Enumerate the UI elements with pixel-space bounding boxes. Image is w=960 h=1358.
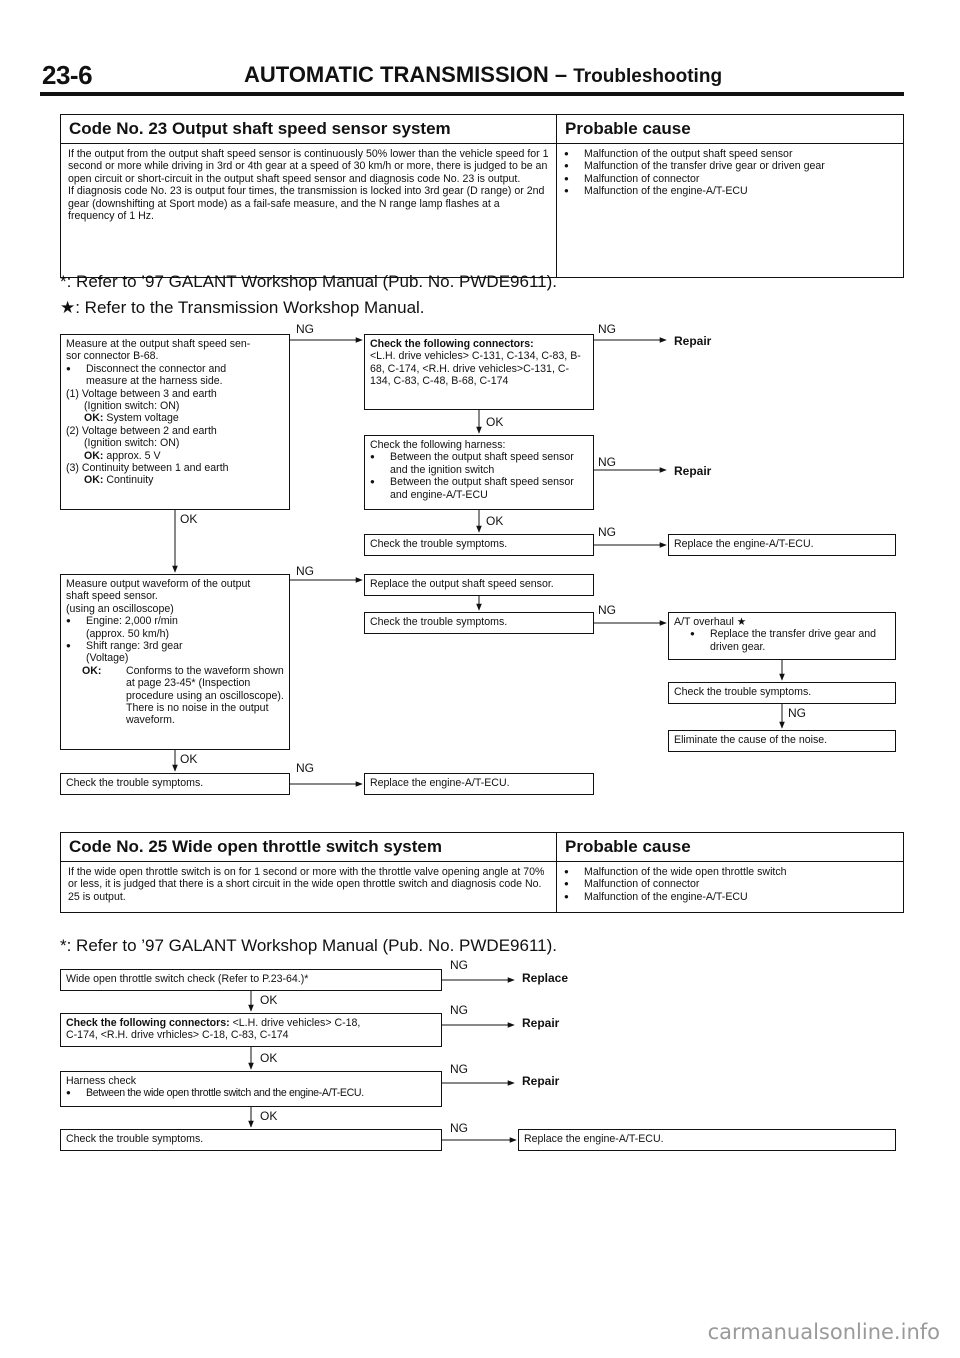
measure-text: (3) Continuity between 1 and earth (66, 462, 229, 475)
measure-waveform-box (60, 574, 290, 750)
measure-text: Measure at the output shaft speed sen- (66, 338, 251, 350)
measure-connector-box (60, 334, 290, 510)
trouble-text: Check the trouble symptoms. (370, 538, 508, 550)
check-trouble-box (60, 773, 290, 795)
measure-text: (Ignition switch: ON) (84, 400, 180, 413)
waveform-text: (using an oscilloscope) (66, 602, 174, 615)
replace-ecu-text: Replace the engine-A/T-ECU. (674, 538, 814, 550)
manual-reference-note: *: Refer to ’97 GALANT Workshop Manual (Pub. No. PWDE9611). (60, 936, 557, 955)
page-number: 23-6 (42, 60, 93, 90)
manual-reference-note: *: Refer to ’97 GALANT Workshop Manual (Pub. No. PWDE9611). (60, 272, 557, 291)
measure-text: (Ignition switch: ON) (84, 437, 180, 450)
repair-label: Repair (674, 464, 712, 478)
ng-label: NG (296, 322, 314, 336)
cause-item: ● Malfunction of the wide open throttle switch (564, 866, 896, 878)
waveform-ok-text: Conforms to the waveform shown at page 23-45* (Inspection procedure using an oscilloscope). There is no noise in the output waveform. (126, 664, 284, 727)
ok-label: OK (486, 514, 504, 528)
measure-text: (2) Voltage between 2 and earth (66, 424, 217, 437)
connectors-text: <L.H. drive vehicles> C-131, C-134, C-83, B-68, C-174, <R.H. drive vehicles>C-131, C-134, C-83, C-48, B-68, C-174 (370, 350, 581, 388)
overhaul-box (668, 612, 896, 660)
measure-text: (1) Voltage between 3 and earth (66, 387, 217, 400)
ok-label: OK (486, 415, 504, 429)
replace-label: Replace (522, 971, 569, 985)
cause-item: ● Malfunction of the engine-A/T-ECU (564, 891, 896, 903)
code25-description (61, 862, 557, 912)
throttle-switch-check-box (60, 969, 442, 991)
cause-item: ● Malfunction of connector (564, 878, 896, 890)
repair-label: Repair (522, 1016, 560, 1030)
harness-title: Harness check (66, 1075, 137, 1087)
eliminate-noise-text: Eliminate the cause of the noise. (674, 734, 828, 746)
cause-item: ● Malfunction of the transfer drive gear or driven gear (564, 160, 896, 172)
waveform-item: ● Engine: 2,000 r/min (approx. 50 km/h) (66, 615, 284, 640)
ng-label: NG (598, 525, 616, 539)
ok-label: OK (180, 512, 198, 526)
code25-cause-heading: Probable cause (565, 837, 691, 856)
measure-text: sor connector B-68. (66, 350, 159, 363)
connectors-title: Check the following connectors: (370, 338, 534, 350)
repair-label: Repair (674, 334, 712, 348)
section-subtitle: Troubleshooting (573, 66, 723, 87)
ng-label: NG (598, 603, 616, 617)
code25-table (60, 832, 904, 913)
ng-label: NG (450, 1121, 468, 1135)
replace-sensor-text: Replace the output shaft speed sensor. (370, 578, 554, 590)
harness-check-box (60, 1071, 442, 1107)
code25-desc-para: If the wide open throttle switch is on for 1 second or more with the throttle valve opening angle at 70% or less, it is judged that there is a short circuit in the wide open throttle switch and diagnosis code No. 25 is output. (68, 866, 545, 903)
measure-ok: OK: Continuity (84, 474, 154, 487)
waveform-text: Measure output waveform of the output (66, 578, 251, 590)
code25-causes (557, 862, 903, 912)
cause-item: ● Malfunction of connector (564, 173, 896, 185)
waveform-text: shaft speed sensor. (66, 590, 158, 603)
repair-label: Repair (522, 1074, 560, 1088)
code23-title: Code No. 23 Output shaft speed sensor system (61, 115, 557, 143)
check-connectors-box (60, 1013, 442, 1047)
code23-description (61, 144, 557, 277)
ng-label: NG (296, 761, 314, 775)
replace-ecu-text: Replace the engine-A/T-ECU. (370, 777, 510, 789)
harness-item: ● Between the wide open throttle switch and the engine-A/T-ECU. (66, 1087, 436, 1099)
section-title: AUTOMATIC TRANSMISSION (244, 62, 549, 87)
title-separator: – (554, 62, 568, 87)
code25-title: Code No. 25 Wide open throttle switch system (61, 833, 557, 861)
cause-item: ● Malfunction of the output shaft speed sensor (564, 148, 896, 160)
connectors-text: C-174, <R.H. drive vrhicles> C-18, C-83, C-174 (66, 1029, 289, 1042)
replace-ecu-box (668, 534, 896, 556)
code23-causes (557, 144, 903, 277)
ng-label: NG (788, 706, 806, 720)
ng-label: NG (450, 958, 468, 972)
harness-item: ● Between the output shaft speed sensor and engine-A/T-ECU (370, 476, 588, 501)
check-connectors-box (364, 334, 594, 410)
replace-ecu-text: Replace the engine-A/T-ECU. (524, 1133, 664, 1145)
throttle-check-text: Wide open throttle switch check (Refer to P.23-64.)* (66, 973, 309, 985)
check-trouble-box (668, 682, 896, 704)
connectors-text: Check the following connectors: <L.H. drive vehicles> C-18, (66, 1017, 361, 1029)
replace-sensor-box (364, 574, 594, 596)
check-trouble-box (364, 534, 594, 556)
ok-label: OK (260, 1051, 278, 1065)
code23-desc-para: If the output from the output shaft speed sensor is continuously 50% lower than the vehicle speed for 1 second or more while driving in 3rd or 4th gear at a speed of 30 km/h or more, there is judged to be an open circuit or short-circuit in the output shaft speed sensor and diagnosis code No. 23 is output. (68, 148, 549, 185)
measure-item: ● Disconnect the connector and measure at the harness side. (66, 363, 284, 388)
code23-cause-heading: Probable cause (565, 119, 691, 138)
ng-label: NG (450, 1003, 468, 1017)
code23-desc-para: If diagnosis code No. 23 is output four times, the transmission is locked into 3rd gear (D range) or 2nd gear (downshifting at Sport mode) as a fail-safe measure, and the N range lamp flashes at a frequency of 1 Hz. (68, 185, 545, 223)
trouble-text: Check the trouble symptoms. (66, 777, 204, 789)
check-trouble-box (364, 612, 594, 634)
ok-label: OK (260, 993, 278, 1007)
eliminate-noise-box (668, 730, 896, 752)
replace-ecu-box (518, 1129, 896, 1151)
ng-label: NG (598, 322, 616, 336)
check-harness-box (364, 435, 594, 510)
check-trouble-box (60, 1129, 442, 1151)
ng-label: NG (598, 455, 616, 469)
waveform-ok: OK: (82, 664, 102, 677)
overhaul-title: A/T overhaul ★ (674, 616, 747, 628)
measure-ok: OK: approx. 5 V (84, 449, 161, 462)
page-title (244, 62, 722, 88)
harness-title: Check the following harness: (370, 439, 506, 451)
ng-label: NG (450, 1062, 468, 1076)
watermark: carmanualsonline.info (707, 1320, 940, 1344)
trouble-text: Check the trouble symptoms. (66, 1133, 204, 1145)
waveform-item: ● Shift range: 3rd gear (Voltage) (66, 640, 284, 665)
overhaul-item: ● Replace the transfer drive gear and driven gear. (674, 628, 890, 653)
ng-label: NG (296, 564, 314, 578)
ok-label: OK (260, 1109, 278, 1123)
trouble-text: Check the trouble symptoms. (370, 616, 508, 628)
cause-item: ● Malfunction of the engine-A/T-ECU (564, 185, 896, 197)
measure-ok: OK: System voltage (84, 412, 179, 425)
ok-label: OK (180, 752, 198, 766)
transmission-manual-note: ★: Refer to the Transmission Workshop Manual. (60, 298, 425, 317)
header-rule (40, 92, 904, 96)
replace-ecu-box (364, 773, 594, 795)
trouble-text: Check the trouble symptoms. (674, 686, 812, 698)
harness-item: ● Between the output shaft speed sensor and the ignition switch (370, 451, 588, 476)
code23-table (60, 114, 904, 278)
